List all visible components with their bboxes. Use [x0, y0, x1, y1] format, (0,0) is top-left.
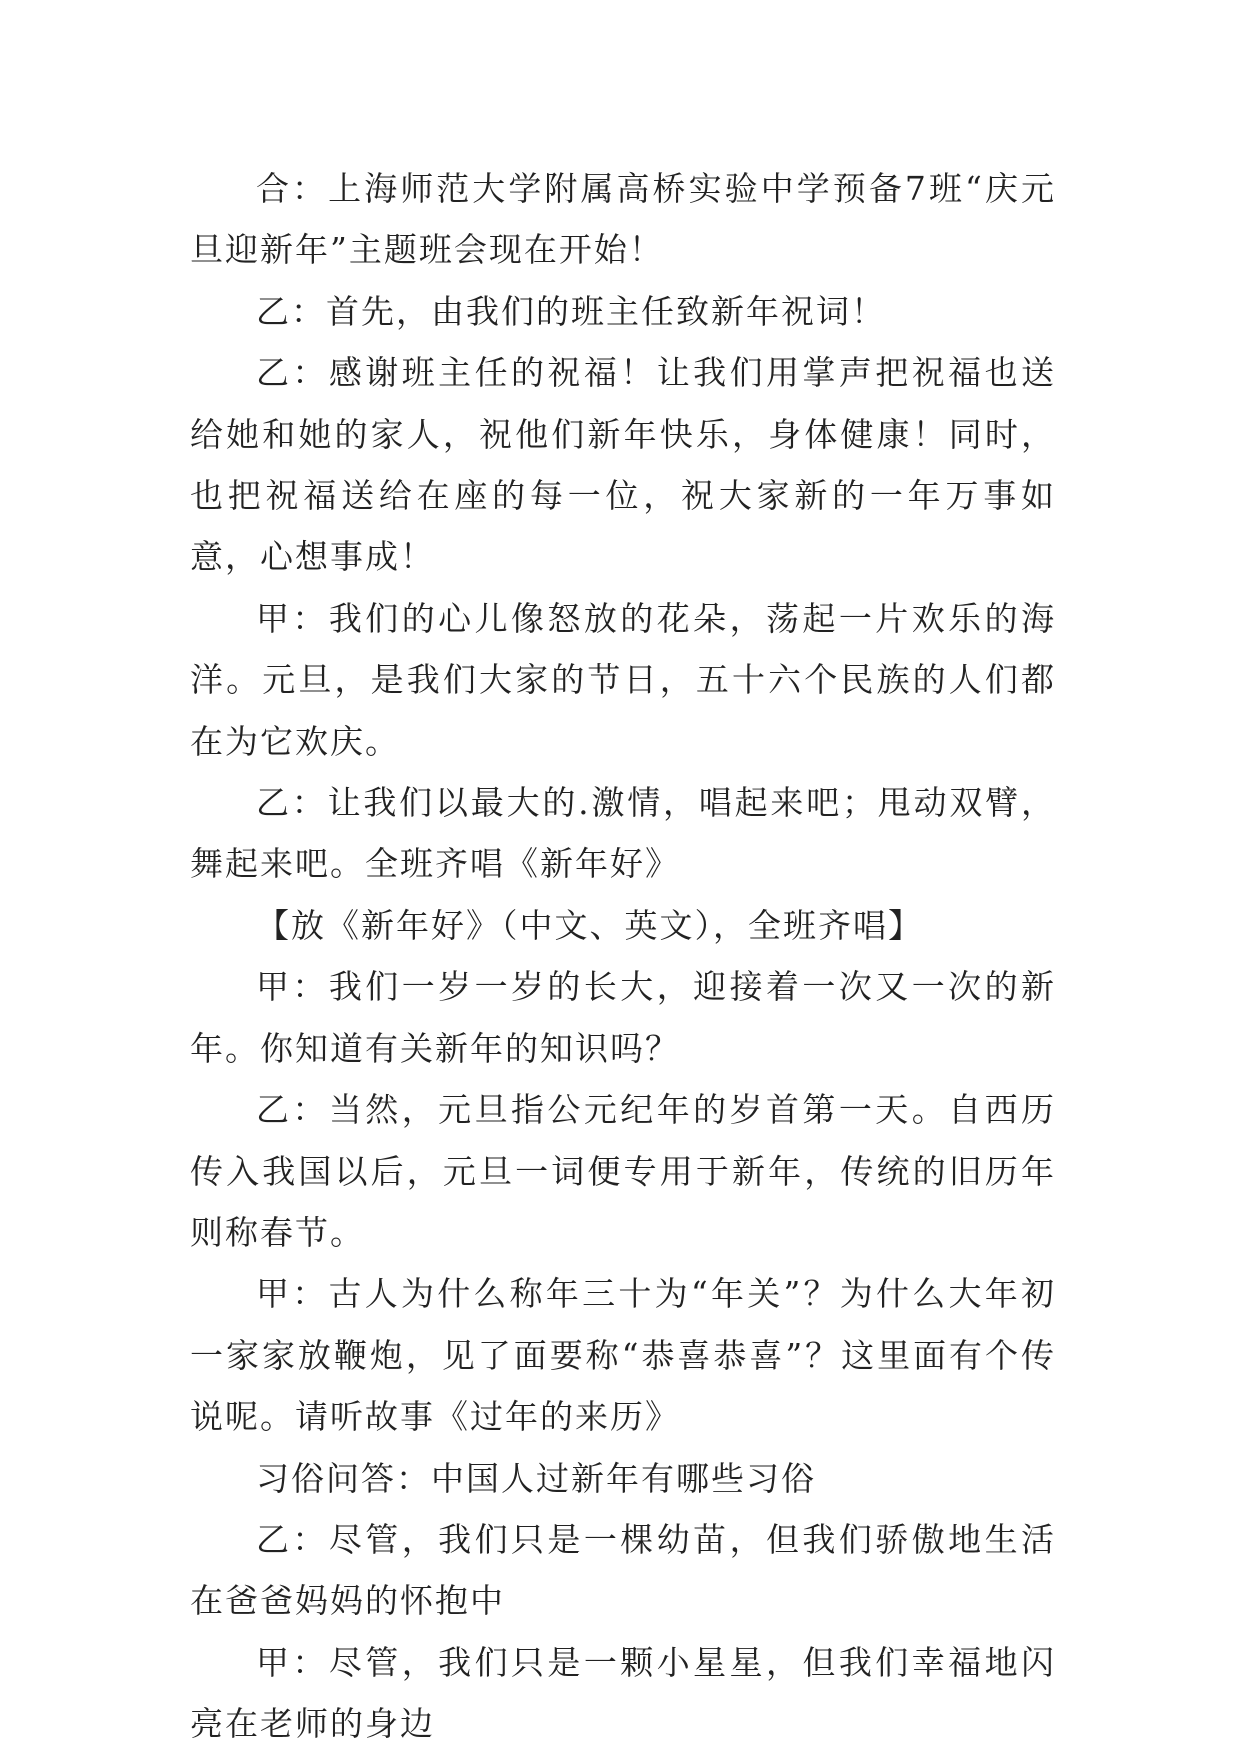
paragraph: 乙：当然，元旦指公元纪年的岁首第一天。自西历传入我国以后，元旦一词便专用于新年，传统的旧历年则称春节。: [190, 1090, 1056, 1252]
paragraph: 乙：感谢班主任的祝福！让我们用掌声把祝福也送给她和她的家人，祝他们新年快乐，身体健康！同时，也把祝福送给在座的每一位，祝大家新的一年万事如意，心想事成！: [190, 353, 1056, 577]
paragraph: 合：上海师范大学附属高桥实验中学预备7班“庆元旦迎新年”主题班会现在开始！: [190, 169, 1056, 270]
paragraph: 甲：尽管，我们只是一颗小星星，但我们幸福地闪亮在老师的身边: [190, 1642, 1056, 1744]
paragraph: 甲：古人为什么称年三十为“年关”？为什么大年初一家家放鞭炮，见了面要称“恭喜恭喜”？这里面有个传说呢。请听故事《过年的来历》: [190, 1274, 1056, 1437]
paragraph: 甲：我们的心儿像怒放的花朵，荡起一片欢乐的海洋。元旦，是我们大家的节日，五十六个民族的人们都在为它欢庆。: [190, 598, 1056, 761]
paragraph: 甲：我们一岁一岁的长大，迎接着一次又一次的新年。你知道有关新年的知识吗？: [190, 967, 1056, 1068]
paragraph: 【放《新年好》（中文、英文），全班齐唱】: [256, 905, 923, 945]
paragraph: 乙：尽管，我们只是一棵幼苗，但我们骄傲地生活在爸爸妈妈的怀抱中: [190, 1519, 1056, 1621]
paragraph: 乙：首先，由我们的班主任致新年祝词！: [256, 291, 886, 331]
paragraph: 乙：让我们以最大的.激情，唱起来吧；甩动双臂，舞起来吧。全班齐唱《新年好》: [190, 783, 1056, 884]
paragraph: 习俗问答：中国人过新年有哪些习俗: [256, 1458, 816, 1498]
document-body: [190, 158, 1056, 1755]
